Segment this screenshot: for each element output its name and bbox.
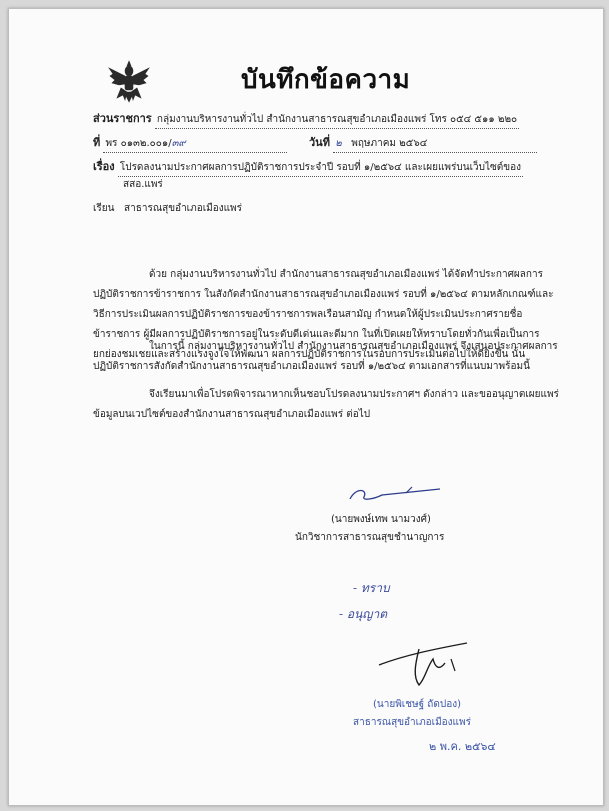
body-paragraph-1: ด้วย กลุ่มงานบริหารงานทั่วไป สำนักงานสาธารณสุขอำเภอเมืองแพร่ ได้จัดทำประกาศผลการปฏิบัติราชการข้าราชการ ในสังกัดสำนักงานสาธารณสุขอำเภอเมืองแพร่ รอบที่ ๑/๒๕๖๔ ตามหลักเกณฑ์และวิธีการประเมินผลการปฏิบัติราชการของข้าราชการพลเรือนสามัญ กำหนดให้ผู้ประเมินประกาศรายชื่อข้าราชการ ผู้มีผลการปฏิบัติราชการอยู่ในระดับดีเด่นและดีมาก ในที่เปิดเผยให้ทราบโดยทั่วกันเพื่อเป็นการยกย่องชมเชยและสร้างแรงจูงใจให้พัฒนา ผลการปฏิบัติราชการในรอบการประเมินต่อไปให้ดียิ่งขึ้น นั้น xyxy=(93,269,554,360)
to-row xyxy=(93,201,242,216)
reference-row xyxy=(93,133,287,153)
date-rest: พฤษภาคม ๒๕๖๔ xyxy=(351,138,428,149)
date-value xyxy=(333,136,537,153)
subject-value: โปรดลงนามประกาศผลการปฏิบัติราชการประจำปี รอบที่ ๑/๒๕๖๔ และเผยแพร่บนเว็บไซต์ของ xyxy=(118,160,523,177)
stamp-name: (นายพิเชษฐ์ ถัดปอง) xyxy=(373,699,461,710)
date-label: วันที่ xyxy=(309,136,330,149)
date-row xyxy=(309,133,537,153)
note-acknowledge: - ทราบ xyxy=(353,581,390,595)
sender-name: (นายพงษ์เทพ นามวงศ์) xyxy=(331,514,431,525)
body-paragraph-3: จึงเรียนมาเพื่อโปรดพิจารณาหากเห็นชอบโปรดลงนามประกาศฯ ดังกล่าว และขออนุญาตเผยแพร่ข้อมูลบนเวปไซต์ของสำนักงานสาธารณสุขอำเภอเมืองแพร่ ต่อไป xyxy=(93,389,559,420)
subject-value-2: สสอ.แพร่ xyxy=(123,179,163,190)
to-label: เรียน xyxy=(93,203,115,214)
date-day: ๒ xyxy=(335,138,342,149)
sender-signature-mark xyxy=(344,477,444,507)
ref-number xyxy=(103,136,287,153)
document-title: บันทึกข้อความ xyxy=(241,65,411,95)
subject-row-2 xyxy=(123,177,163,192)
agency-label: ส่วนราชการ xyxy=(93,112,152,125)
agency-row xyxy=(93,109,519,129)
ref-handwritten: ๓๙ xyxy=(171,138,186,149)
agency-value: กลุ่มงานบริหารงานทั่วไป สำนักงานสาธารณสุขอำเภอเมืองแพร่ โทร ๐๕๔ ๕๑๑ ๒๒๐ xyxy=(155,112,519,129)
subject-label: เรื่อง xyxy=(93,160,115,173)
garuda-emblem-icon xyxy=(107,58,151,104)
stamp-title: สาธารณสุขอำเภอเมืองแพร่ xyxy=(353,717,471,728)
memo-page xyxy=(8,8,604,806)
sender-position: นักวิชาการสาธารณสุขชำนาญการ xyxy=(295,532,445,543)
ref-label: ที่ xyxy=(93,136,101,149)
subject-row xyxy=(93,157,523,177)
stamp-date: ๒ พ.ค. ๒๕๖๔ xyxy=(429,740,496,753)
note-approve: - อนุญาต xyxy=(339,607,388,621)
body-paragraph-2: ในการนี้ กลุ่มงานบริหารงานทั่วไป สำนักงานสาธารณสุขอำเภอเมืองแพร่ จึงเสนอประกาศผลการปฏิบัติราชการสังกัดสำนักงานสาธารณสุขอำเภอเมืองแพร่ รอบที่ ๑/๒๕๖๔ ตามเอกสารที่แนบมาพร้อมนี้ xyxy=(93,341,558,372)
ref-value: พร ๐๑๓๒.๐๐๑/ xyxy=(105,138,172,149)
to-value: สาธารณสุขอำเภอเมืองแพร่ xyxy=(124,203,242,214)
approver-signature-mark xyxy=(375,629,485,689)
